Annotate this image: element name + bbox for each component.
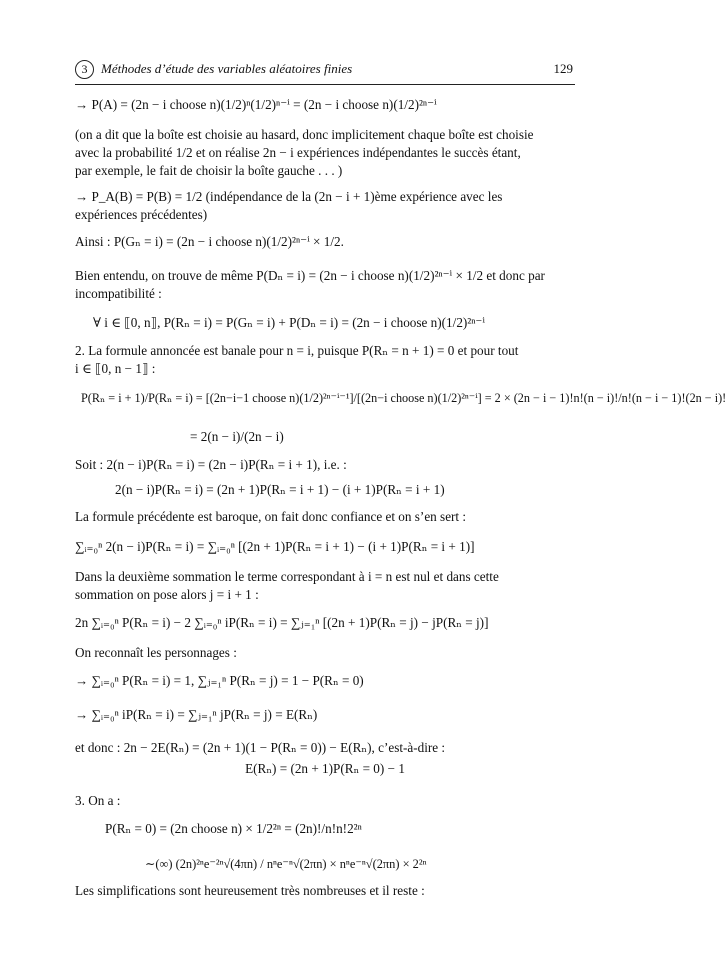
formula-line: → ∑ᵢ₌₀ⁿ iP(Rₙ = i) = ∑ⱼ₌₁ⁿ jP(Rₙ = j) = E(Rₙ) (75, 707, 318, 722)
text-line: Bien entendu, on trouve de même P(Dₙ = i) = (2n − i choose n)(1/2)²ⁿ⁻ⁱ × 1/2 et donc par (75, 268, 545, 283)
display-formula: E(Rₙ) = (2n + 1)P(Rₙ = 0) − 1 (245, 761, 405, 776)
text-line: On reconnaît les personnages : (75, 645, 237, 660)
text-line: expériences précédentes) (75, 207, 208, 222)
display-formula: P(Rₙ = 0) = (2n choose n) × 1/2²ⁿ = (2n)!/n!n!2²ⁿ (105, 821, 362, 836)
display-formula: ∼(∞) (2n)²ⁿe⁻²ⁿ√(4πn) / nⁿe⁻ⁿ√(2πn) × nⁿe⁻ⁿ√(2πn) × 2²ⁿ (145, 857, 427, 871)
page-number: 129 (553, 61, 573, 76)
text-line: et donc : 2n − 2E(Rₙ) = (2n + 1)(1 − P(Rₙ = 0)) − E(Rₙ), c’est-à-dire : (75, 740, 446, 755)
text-line: 2. La formule annoncée est banale pour n = i, puisque P(Rₙ = n + 1) = 0 et pour tout (75, 343, 519, 358)
formula-line: Ainsi : P(Gₙ = i) = (2n − i choose n)(1/2)²ⁿ⁻ⁱ × 1/2. (75, 234, 344, 249)
text-line: → P_A(B) = P(B) = 1/2 (indépendance de la (2n − i + 1)ème expérience avec les (75, 189, 503, 204)
text-line: avec la probabilité 1/2 et on réalise 2n − i expériences indépendantes le succès étant, (75, 145, 521, 160)
text-line: par exemple, le fait de choisir la boîte gauche . . . ) (75, 163, 343, 178)
text-line: Soit : 2(n − i)P(Rₙ = i) = (2n − i)P(Rₙ = i + 1), i.e. : (75, 457, 347, 472)
text-line: i ∈ ⟦0, n − 1⟧ : (75, 361, 156, 376)
text-line: (on a dit que la boîte est choisie au hasard, donc implicitement chaque boîte est choisie (75, 127, 534, 142)
display-formula: ∀ i ∈ ⟦0, n⟧, P(Rₙ = i) = P(Gₙ = i) + P(Dₙ = i) = (2n − i choose n)(1/2)²ⁿ⁻ⁱ (93, 315, 486, 330)
text-line: sommation on pose alors j = i + 1 : (75, 587, 259, 602)
text-line: Les simplifications sont heureusement très nombreuses et il reste : (75, 883, 425, 898)
chapter-number: 3 (75, 60, 94, 79)
text-line: incompatibilité : (75, 286, 162, 301)
text-line: 3. On a : (75, 793, 121, 808)
page-header (75, 60, 575, 85)
display-formula: 2(n − i)P(Rₙ = i) = (2n + 1)P(Rₙ = i + 1) − (i + 1)P(Rₙ = i + 1) (115, 482, 445, 497)
text-line: La formule précédente est baroque, on fait donc confiance et on s’en sert : (75, 509, 467, 524)
formula-line: → ∑ᵢ₌₀ⁿ P(Rₙ = i) = 1, ∑ⱼ₌₁ⁿ P(Rₙ = j) = 1 − P(Rₙ = 0) (75, 673, 364, 688)
formula-line: → P(A) = (2n − i choose n)(1/2)ⁿ(1/2)ⁿ⁻ⁱ = (2n − i choose n)(1/2)²ⁿ⁻ⁱ (75, 97, 437, 112)
display-formula: = 2(n − i)/(2n − i) (190, 429, 284, 444)
text-line: Dans la deuxième sommation le terme correspondant à i = n est nul et dans cette (75, 569, 499, 584)
display-formula: ∑ᵢ₌₀ⁿ 2(n − i)P(Rₙ = i) = ∑ᵢ₌₀ⁿ [(2n + 1)P(Rₙ = i + 1) − (i + 1)P(Rₙ = i + 1)] (75, 539, 475, 554)
display-formula: 2n ∑ᵢ₌₀ⁿ P(Rₙ = i) − 2 ∑ᵢ₌₀ⁿ iP(Rₙ = i) = ∑ⱼ₌₁ⁿ [(2n + 1)P(Rₙ = j) − jP(Rₙ = j)] (75, 615, 489, 630)
display-formula: P(Rₙ = i + 1)/P(Rₙ = i) = [(2n−i−1 choose n)(1/2)²ⁿ⁻ⁱ⁻¹]/[(2n−i choose n)(1/2)²ⁿ⁻ⁱ] = 2 × (2n − i − 1)!n!(n − i)!/n!(n − i − 1)!(2n − i)! (81, 391, 726, 405)
chapter-title: Méthodes d’étude des variables aléatoires finies (101, 61, 353, 76)
